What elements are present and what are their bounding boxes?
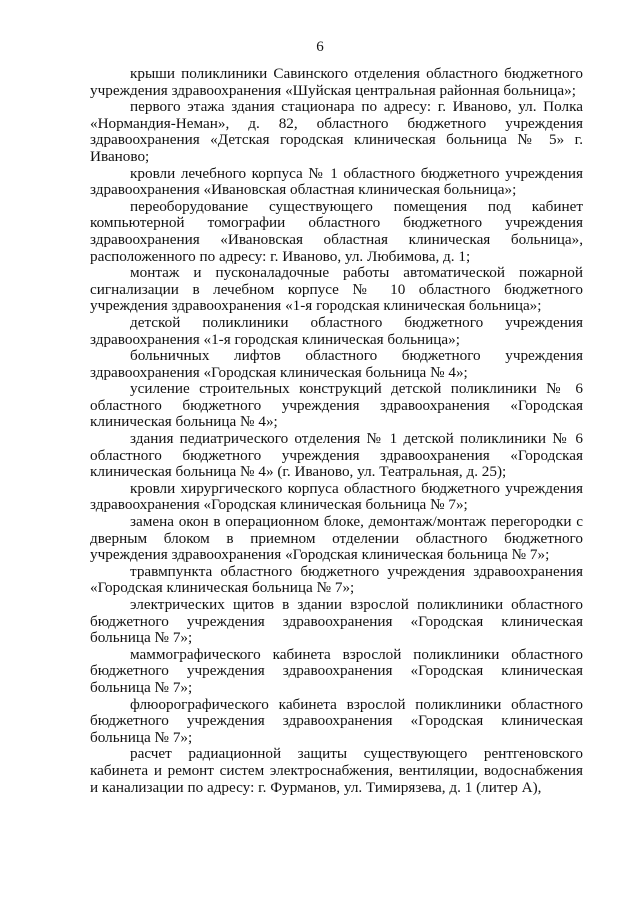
paragraph: травмпункта областного бюджетного учреждения здравоохранения «Городская клиническая больница № 7»; (90, 562, 583, 597)
paragraph: маммографического кабинета взрослой поликлиники областного бюджетного учреждения здравоохранения «Городская клиническая больница № 7»; (90, 645, 583, 696)
paragraph: больничных лифтов областного бюджетного учреждения здравоохранения «Городская клиническая больница № 4»; (90, 347, 583, 381)
paragraph: детской поликлиники областного бюджетного учреждения здравоохранения «1-я городская клиническая больница»; (90, 313, 583, 348)
paragraph: расчет радиационной защиты существующего рентгеновского кабинета и ремонт систем электроснабжения, вентиляции, водоснабжения и канализации по адресу: г. Фурманов, ул. Тимирязева, д. 1 (литер А), (90, 745, 583, 796)
paragraph: замена окон в операционном блоке, демонтаж/монтаж перегородки с дверным блоком в приемном отделении областного бюджетного учреждения здравоохранения «Городская клиническая больница № 7»; (90, 513, 583, 564)
paragraph: переоборудование существующего помещения под кабинет компьютерной томографии областного бюджетного учреждения здравоохранения «Ивановская областная клиническая больница», расположенного по адресу: г. Иваново, ул. Любимова, д. 1; (90, 197, 583, 265)
paragraph: флюорографического кабинета взрослой поликлиники областного бюджетного учреждения здравоохранения «Городская клиническая больница № 7»; (90, 695, 583, 746)
paragraph: кровли хирургического корпуса областного бюджетного учреждения здравоохранения «Городская клиническая больница № 7»; (90, 479, 583, 514)
paragraph: усиление строительных конструкций детской поликлиники № 6 областного бюджетного учреждения здравоохранения «Городская клиническая больница № 4»; (90, 380, 583, 431)
body-text (90, 66, 583, 796)
paragraph: электрических щитов в здании взрослой поликлиники областного бюджетного учреждения здравоохранения «Городская клиническая больница № 7»; (90, 596, 583, 647)
paragraph: кровли лечебного корпуса № 1 областного бюджетного учреждения здравоохранения «Ивановская областная клиническая больница»; (90, 164, 583, 199)
paragraph: монтаж и пусконаладочные работы автоматической пожарной сигнализации в лечебном корпусе № 10 областного бюджетного учреждения здравоохранения «1-я городская клиническая больница»; (90, 264, 583, 315)
page-number: 6 (316, 39, 324, 55)
paragraph: крыши поликлиники Савинского отделения областного бюджетного учреждения здравоохранения «Шуйская центральная районная больница»; (90, 65, 583, 99)
paragraph: здания педиатрического отделения № 1 детской поликлиники № 6 областного бюджетного учреждения здравоохранения «Городская клиническая больница № 4» (г. Иваново, ул. Театральная, д. 25); (90, 430, 583, 481)
paragraph: первого этажа здания стационара по адресу: г. Иваново, ул. Полка «Нормандия-Неман», д. 82, областного бюджетного учреждения здравоохранения «Детская городская клиническая больница № 5» г. Иваново; (90, 98, 583, 165)
